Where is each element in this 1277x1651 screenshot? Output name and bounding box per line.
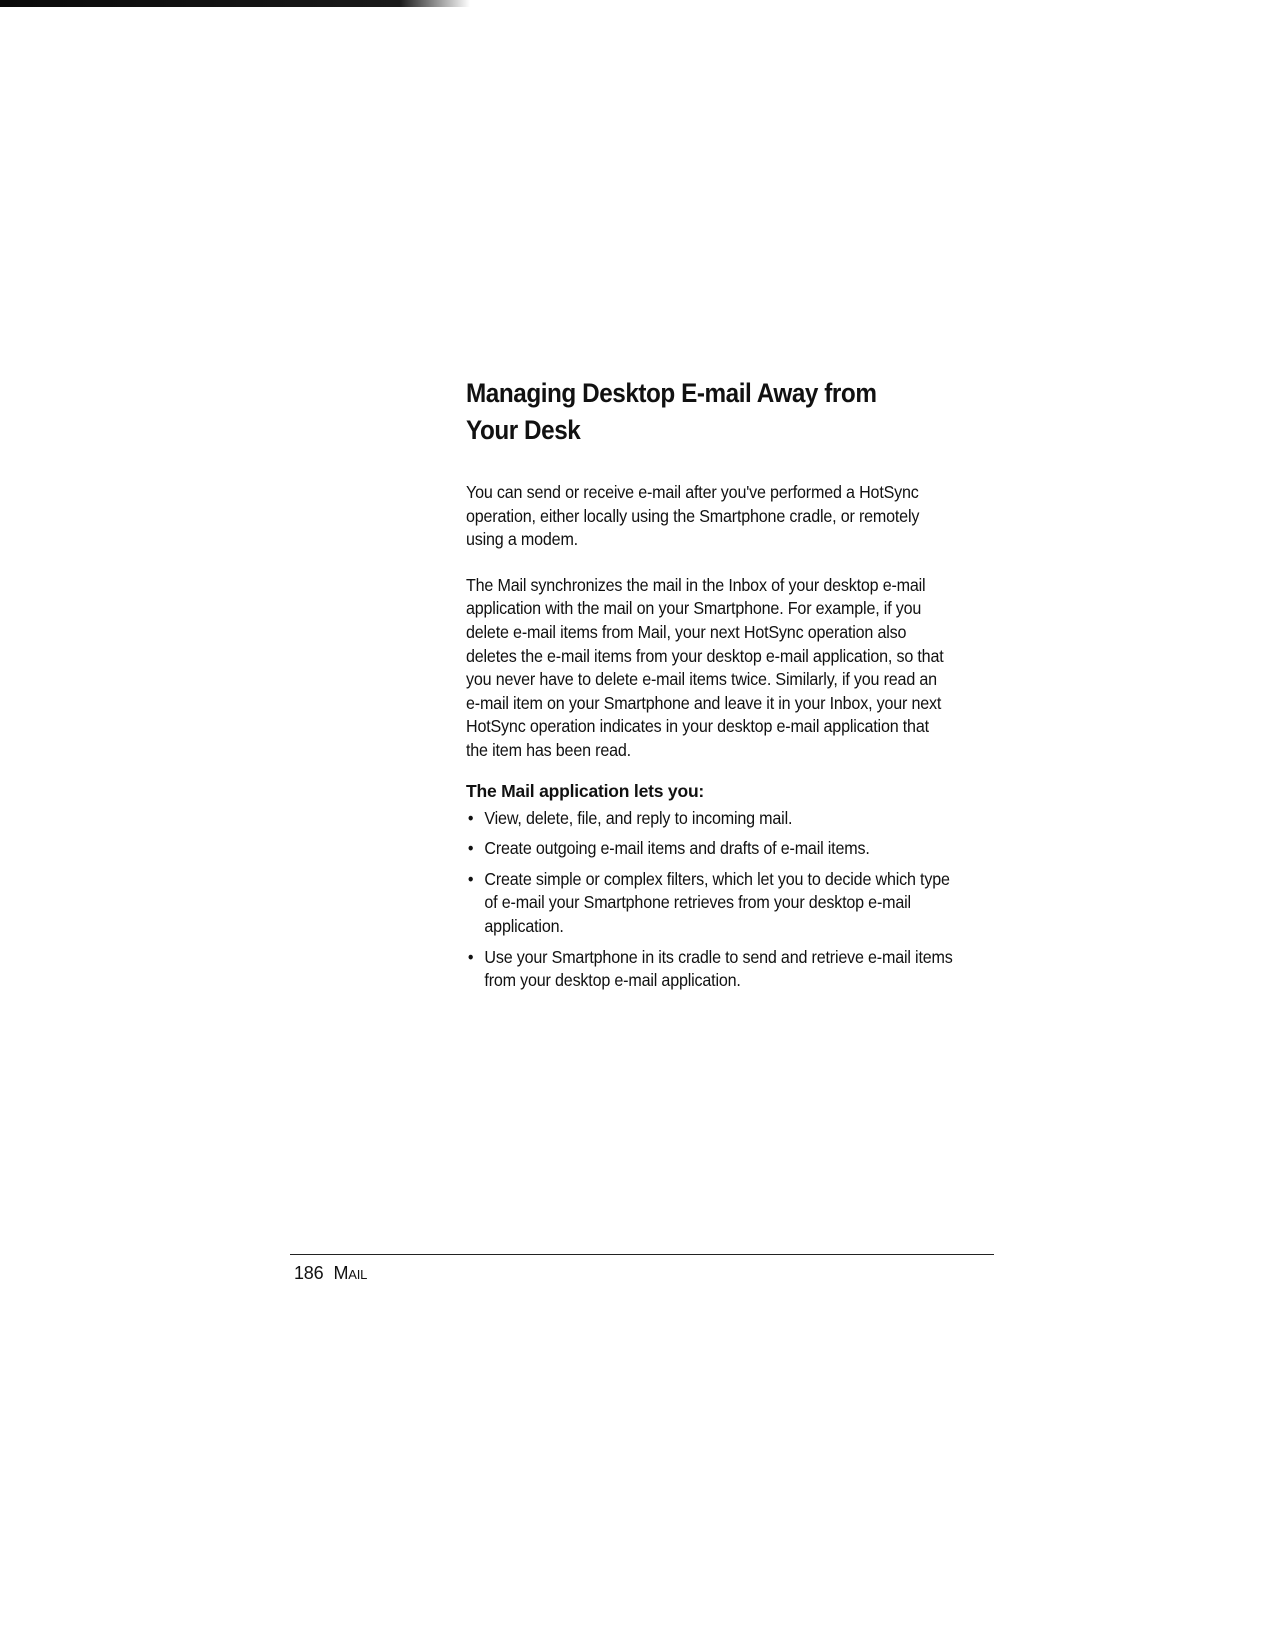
bullet-icon: • [467, 868, 474, 889]
list-item-text: Use your Smartphone in its cradle to send and retrieve e-mail items from your desktop e-mail application. [484, 946, 953, 991]
scan-edge-shadow [0, 0, 470, 7]
feature-list [466, 807, 954, 993]
list-item [466, 837, 954, 861]
bullet-icon: • [467, 807, 474, 828]
sync-paragraph: The Mail synchronizes the mail in the Inbox of your desktop e-mail application with the mail on your Smartphone. For example, if you delete e-mail items from Mail, your next HotSync operation also deletes the e-mail items from your desktop e-mail application, so that you never have to delete e-mail items twice. Similarly, if you read an e-mail item on your Smartphone and leave it in your Inbox, your next HotSync operation indicates in your desktop e-mail application that the item has been read. [466, 574, 944, 760]
intro-paragraph: You can send or receive e-mail after you've performed a HotSync operation, either locally using the Smartphone cradle, or remotely using a modem. [466, 482, 920, 550]
footer-rule [290, 1254, 994, 1255]
bullet-icon: • [467, 838, 474, 859]
bullet-icon: • [467, 946, 474, 967]
footer-section-name: Mail [333, 1263, 368, 1283]
page-footer [294, 1262, 367, 1284]
page-content [466, 375, 971, 1000]
list-item [466, 807, 954, 831]
page-title: Managing Desktop E-mail Away from Your Desk [466, 378, 877, 445]
list-item-text: View, delete, file, and reply to incoming mail. [484, 807, 793, 828]
list-item-text: Create outgoing e-mail items and drafts of e-mail items. [484, 838, 870, 859]
list-item-text: Create simple or complex filters, which let you to decide which type of e-mail your Smartphone retrieves from your desktop e-mail application. [484, 868, 950, 936]
page-number: 186 [294, 1263, 324, 1283]
list-item [466, 946, 954, 993]
list-item [466, 868, 954, 939]
list-heading: The Mail application lets you: [466, 780, 705, 801]
